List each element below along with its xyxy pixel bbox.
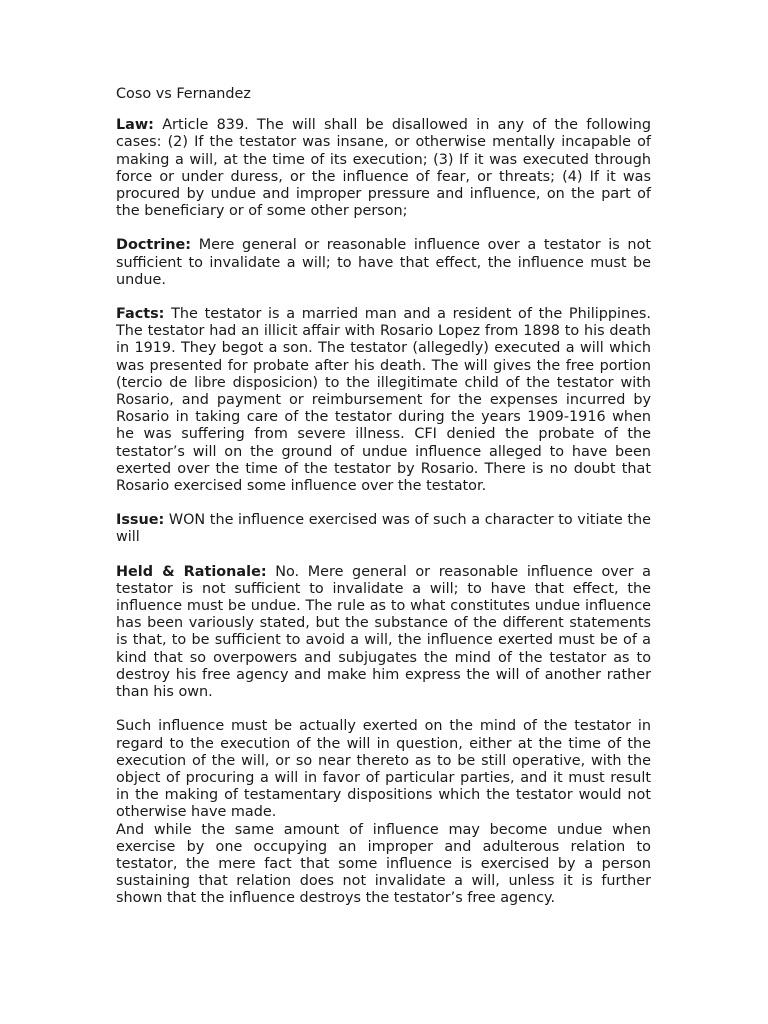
issue-paragraph — [116, 512, 651, 546]
adulterous-relation-paragraph: And while the same amount of influence may become undue when exercise by one occupying an improper and adulterous relation to testator, the mere fact that some influence is exercised by a person sustaining that relation does not invalidate a will, unless it is further shown that the influence destroys the testator’s free agency. — [116, 821, 651, 907]
held-label: Held & Rationale: — [116, 563, 267, 580]
facts-label: Facts: — [116, 306, 165, 323]
law-paragraph — [116, 117, 651, 220]
facts-text: The testator is a married man and a resident of the Philippines. The testator had an illicit affair with Rosario Lopez from 1898 to his death in 1919. They begot a son. The testator (allegedly) executed a will which was presented for probate after his death. The will gives the free portion (tercio de libre disposicion) to the illegitimate child of the testator with Rosario, and payment or reimbursement for the expenses incurred by Rosario in taking care of the testator during the years 1909-1916 when he was suffering from severe illness. CFI denied the probate of the testator’s will on the ground of undue influence alleged to have been exerted over the time of the testator by Rosario. There is no doubt that Rosario exercised some influence over the testator. — [116, 306, 652, 495]
doctrine-label: Doctrine: — [116, 237, 192, 254]
document-page — [116, 86, 651, 908]
influence-paragraph: Such influence must be actually exerted on the mind of the testator in regard to the execution of the will in question, either at the time of the execution of the will, or so near thereto as to be still operative, with the object of procuring a will in favor of particular parties, and it must result in the making of testamentary dispositions which the testator would not otherwise have made. — [116, 718, 651, 821]
issue-label: Issue: — [116, 512, 165, 529]
facts-paragraph — [116, 306, 651, 495]
law-label: Law: — [116, 117, 154, 134]
held-text: No. Mere general or reasonable influence over a testator is not sufficient to invalidate a will; to have that effect, the influence must be undue. The rule as to what constitutes undue influence has been variously stated, but the substance of the different statements is that, to be sufficient to avoid a will, the influence exerted must be of a kind that so overpowers and subjugates the mind of the testator as to destroy his free agency and make him express the will of another rather than his own. — [116, 563, 651, 701]
doctrine-text: Mere general or reasonable influence over a testator is not sufficient to invalidate a will; to have that effect, the influence must be undue. — [116, 237, 651, 288]
law-text: Article 839. The will shall be disallowed in any of the following cases: (2) If the testator was insane, or otherwise mentally incapable of making a will, at the time of its execution; (3) If it was executed through force or under duress, or the influence of fear, or threats; (4) If it was procured by undue and improper pressure and influence, on the part of the beneficiary or of some other person; — [116, 117, 651, 220]
document-title: Coso vs Fernandez — [116, 86, 251, 102]
held-paragraph — [116, 564, 651, 702]
doctrine-paragraph — [116, 237, 651, 289]
issue-text: WON the influence exercised was of such a character to vitiate the will — [116, 512, 651, 546]
